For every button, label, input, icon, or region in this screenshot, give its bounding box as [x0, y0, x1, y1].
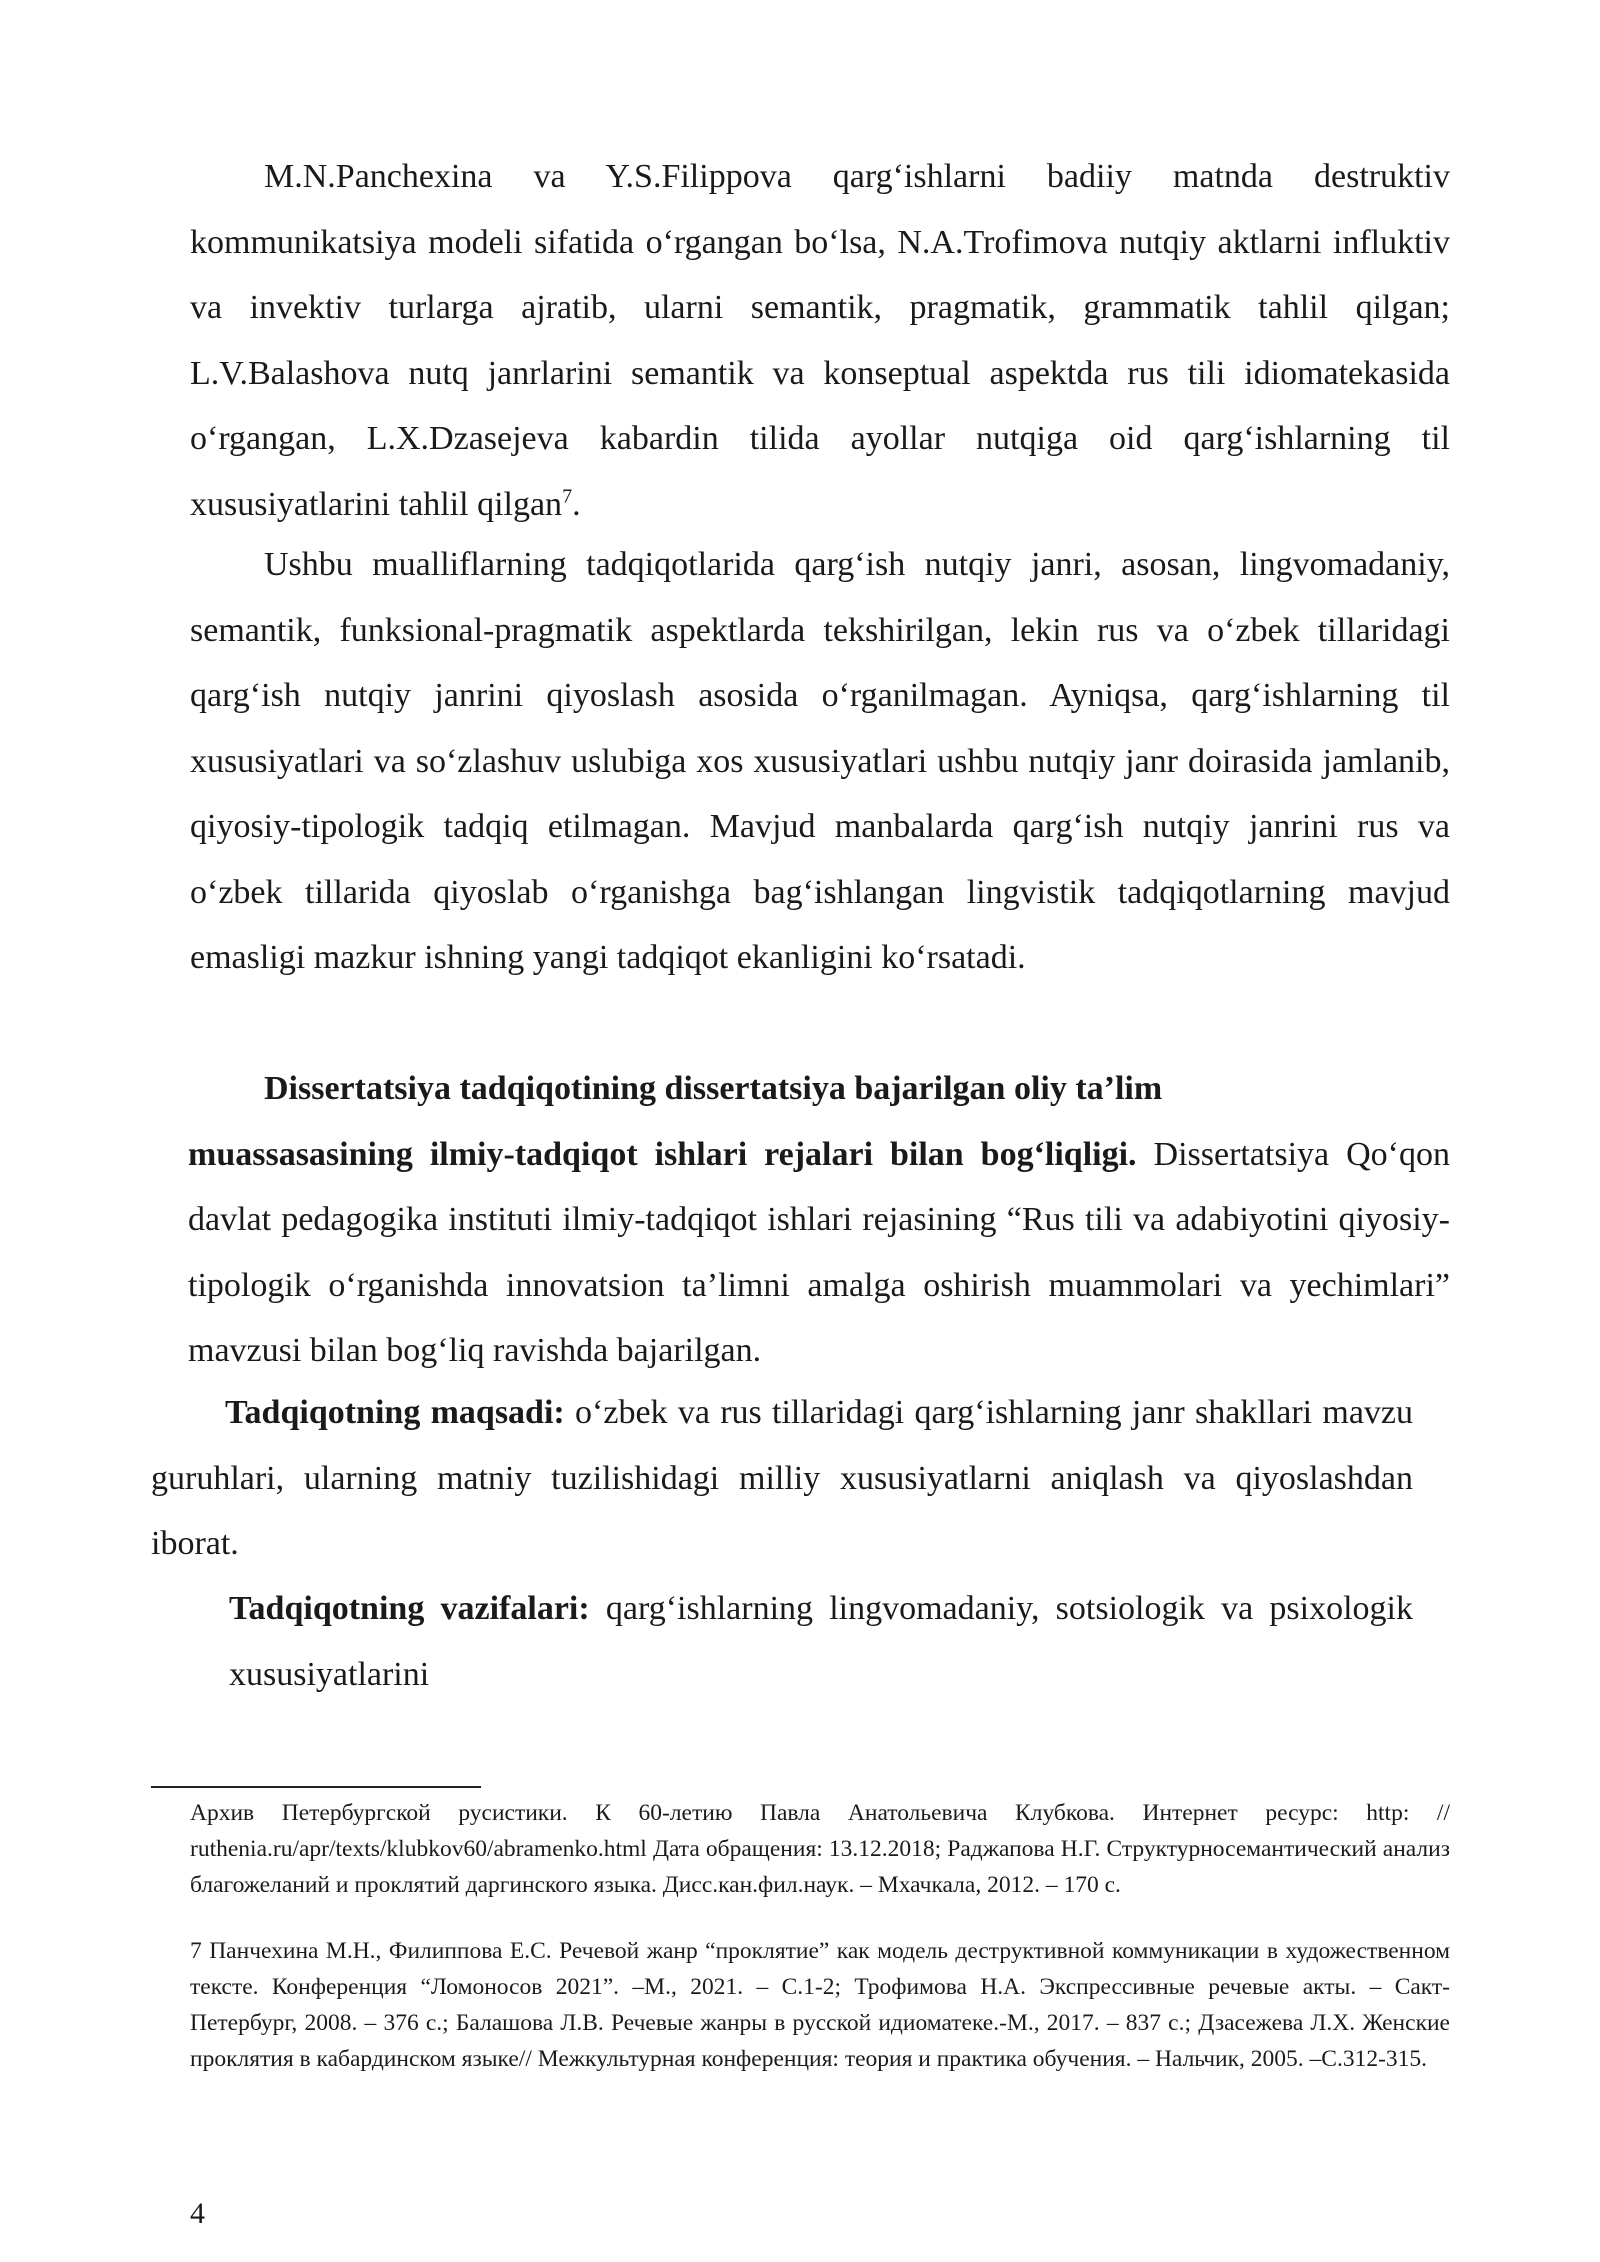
- footnote-archive: Архив Петербургской русистики. К 60-летию Павла Анатольевича Клубкова. Интернет ресурс: http: // ruthenia.ru/apr/texts/klubkov60/abramenko.html Дата обращения: 13.12.2018; Раджапова Н.Г. Структурносемантический анализ благожеланий и проклятий даргинского языка. Дисс.кан.фил.наук. – Мхачкала, 2012. – 170 с.: [190, 1800, 1450, 1898]
- section-heading: Tadqiqotning maqsadi:: [225, 1394, 565, 1431]
- paragraph-text: Ushbu mualliflarning tadqiqotlarida qarg‘ish nutqiy janri, asosan, lingvomadaniy, semantik, funksional-pragmatik aspektlarda tekshirilgan, lekin rus va o‘zbek tillaridagi qarg‘ish nutqiy janrini qiyoslash asosida o‘rganilmagan. Ayniqsa, qarg‘ishlarning til xususiyatlari va so‘zlashuv uslubiga xos xususiyatlari ushbu nutqiy janr doirasida jamlanib, qiyosiy-tipologik tadqiq etilmagan. Mavjud manbalarda qarg‘ish nutqiy janrini rus va o‘zbek tillarida qiyoslab o‘rganishga bag‘ishlangan lingvistik tadqiqotlarning mavjud emasligi mazkur ishning yangi tadqiqot ekanligini ko‘rsatadi.: [190, 546, 1450, 976]
- paragraph-text: o‘zbek va rus tillaridagi qarg‘ishlarning janr shakllari mavzu guruhlari, ularning matniy tuzilishidagi milliy xususiyatlarni aniqlash va qiyoslashdan iborat.: [151, 1394, 1413, 1562]
- section-heading-line-1: Dissertatsiya tadqiqotining dissertatsiya bajarilgan oliy ta’lim: [264, 1070, 1163, 1107]
- section-heading: Tadqiqotning vazifalari:: [229, 1590, 590, 1627]
- paragraph-research-goal: [151, 1380, 1413, 1577]
- paragraph-research-connection: [190, 1056, 1450, 1384]
- page-number: 4: [190, 2197, 205, 2230]
- paragraph-text: qarg‘ishlarning lingvomadaniy, sotsiologik va psixologik xususiyatlarini: [229, 1590, 1414, 1693]
- paragraph-end: .: [572, 485, 581, 523]
- section-heading-line-2: muassasasining ilmiy-tadqiqot ishlari rejalari bilan bog‘liqligi.: [188, 1135, 1137, 1173]
- paragraph-research-tasks: [229, 1576, 1413, 1707]
- footnote-separator: [151, 1786, 481, 1788]
- paragraph-literature-review: [190, 144, 1450, 537]
- paragraph-text: Dissertatsiya Qo‘qon davlat pedagogika instituti ilmiy-tadqiqot ishlari rejasining “Rus tili va adabiyotini qiyosiy-tipologik o‘rganishda innovatsion ta’limni amalga oshirish muammolari va yechimlari” mavzusi bilan bog‘liq ravishda bajarilgan.: [188, 1135, 1450, 1369]
- paragraph-text: M.N.Panchexina va Y.S.Filippova qarg‘ishlarni badiiy matnda destruktiv kommunikatsiya modeli sifatida o‘rgangan bo‘lsa, N.A.Trofimova nutqiy aktlarni influktiv va invektiv turlarga ajratib, ularni semantik, pragmatik, grammatik tahlil qilgan; L.V.Balashova nutq janrlarini semantik va konseptual aspektda rus tili idiomatekasida o‘rgangan, L.X.Dzasejeva kabardin tilida ayollar nutqiga oid qarg‘ishlarning til xususiyatlarini tahlil qilgan: [190, 158, 1450, 523]
- footnote-reference[interactable]: 7: [562, 485, 573, 508]
- footnote-7: 7 Панчехина М.Н., Филиппова Е.С. Речевой жанр “проклятие” как модель деструктивной коммуникации в художественном тексте. Конференция “Ломоносов 2021”. –М., 2021. – С.1-2; Трофимова Н.А. Экспрессивные речевые акты. – Сакт-Петербург, 2008. – 376 с.; Балашова Л.В. Речевые жанры в русской идиоматеке.-М., 2017. – 837 с.; Дзасежева Л.Х. Женские проклятия в кабардинском языке// Межкультурная конференция: теория и практика обучения. – Нальчик, 2005. –С.312-315.: [190, 1938, 1450, 2072]
- paragraph-research-gap: [190, 532, 1450, 991]
